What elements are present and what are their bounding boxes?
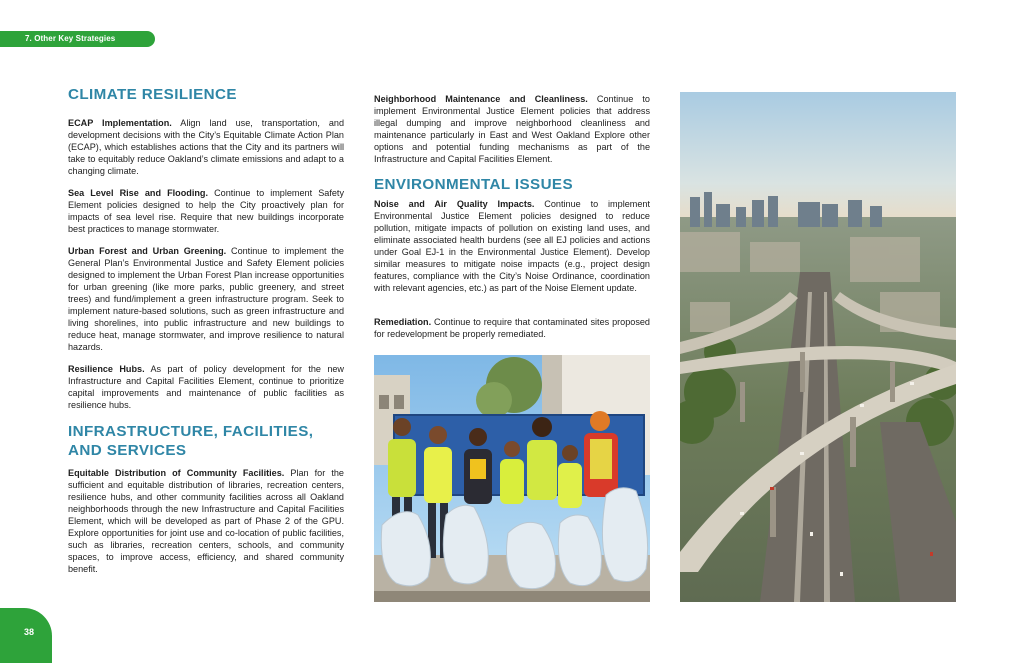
resilience-hubs-lead: Resilience Hubs. bbox=[68, 364, 145, 374]
aerial-freeway-photo bbox=[680, 92, 956, 602]
urban-forest-lead: Urban Forest and Urban Greening. bbox=[68, 246, 227, 256]
remediation-body: Continue to require that contaminated sites proposed for redevelopment be properly remediated. bbox=[374, 317, 650, 339]
equitable-distribution-paragraph bbox=[68, 467, 344, 575]
neighborhood-lead: Neighborhood Maintenance and Cleanliness. bbox=[374, 94, 588, 104]
neighborhood-body: Continue to implement Environmental Justice Element policies that address illegal dumping and improve neighborhood cleanliness and maintenance particularly in East and West Oakland Explore other options and potential funding mechanisms as part of the Infrastructure and Capital Facilities Element. bbox=[374, 94, 650, 164]
equitable-distribution-body: Plan for the sufficient and equitable distribution of libraries, recreation centers, resilience hubs, and other community facilities across all Oakland neighborhoods through the new Infrastructure and Capital Facilities Element, which will be developed as part of Phase 2 of the GPU. Explore opportunities for joint use and co-location of public facilities, such as libraries, recreation centers, schools, and community spaces, to improve access, efficiency, and shared community benefit. bbox=[68, 468, 344, 574]
neighborhood-paragraph bbox=[374, 93, 650, 165]
section-tab bbox=[0, 31, 155, 47]
page-number-badge bbox=[0, 608, 52, 663]
sea-level-paragraph bbox=[68, 187, 344, 235]
noise-air-body: Continue to implement Environmental Justice Element policies designed to reduce pollution, mitigate impacts of pollution on existing land uses, and eliminate associated health burdens (see all EJ policies and actions under Goal EJ-1 in the Environmental Justice Element). Develop similar measures to mitigate noise impacts (e.g., project design features, compliance with the City’s Noise Ordinance, coordination with relevant agencies, etc.) as part of the Noise Element update. bbox=[374, 199, 650, 293]
resilience-hubs-paragraph bbox=[68, 363, 344, 411]
noise-air-lead: Noise and Air Quality Impacts. bbox=[374, 199, 535, 209]
infrastructure-heading-line1: INFRASTRUCTURE, FACILITIES, bbox=[68, 423, 314, 440]
section-tab-label: 7. Other Key Strategies bbox=[25, 34, 116, 43]
ecap-body: Align land use, transportation, and development decisions with the City’s Equitable Climate Action Plan (ECAP), which establishes actions that the City and its partners will take to equitably reduce Oakland’s climate emissions and adapt to a changing climate. bbox=[68, 118, 344, 176]
infrastructure-heading bbox=[68, 422, 313, 460]
volunteer-cleanup-photo bbox=[374, 355, 650, 602]
remediation-paragraph bbox=[374, 316, 650, 340]
page-number: 38 bbox=[24, 627, 35, 637]
remediation-lead: Remediation. bbox=[374, 317, 432, 327]
ecap-paragraph bbox=[68, 117, 344, 177]
equitable-distribution-lead: Equitable Distribution of Community Facilities. bbox=[68, 468, 285, 478]
sea-level-body: Continue to implement Safety Element policies designed to help the City proactively plan for impacts of sea level rise. Require that new buildings incorporate best practices to manage stormwater. bbox=[68, 188, 344, 234]
ecap-lead: ECAP Implementation. bbox=[68, 118, 172, 128]
urban-forest-body: Continue to implement the General Plan’s Environmental Justice and Safety Element policies designed to implement the Urban Forest Plan increase opportunities for urban greening (like more parks, public greenery, and street trees) and fund/implement a green infrastructure program. Seek to implement nature-based solutions, such as green infrastructure and living shorelines, into public infrastructure and new buildings to reduce heat, manage stormwater, and improve resilience to natural hazards. bbox=[68, 246, 344, 352]
environmental-issues-heading: ENVIRONMENTAL ISSUES bbox=[374, 176, 573, 193]
urban-forest-paragraph bbox=[68, 245, 344, 353]
noise-air-paragraph bbox=[374, 198, 650, 294]
climate-resilience-heading: CLIMATE RESILIENCE bbox=[68, 86, 237, 103]
infrastructure-heading-line2: AND SERVICES bbox=[68, 442, 187, 459]
sea-level-lead: Sea Level Rise and Flooding. bbox=[68, 188, 208, 198]
resilience-hubs-body: As part of policy development for the new Infrastructure and Capital Facilities Element, continue to prioritize capital improvements and maintenance of public facilities as resilience hubs. bbox=[68, 364, 344, 410]
